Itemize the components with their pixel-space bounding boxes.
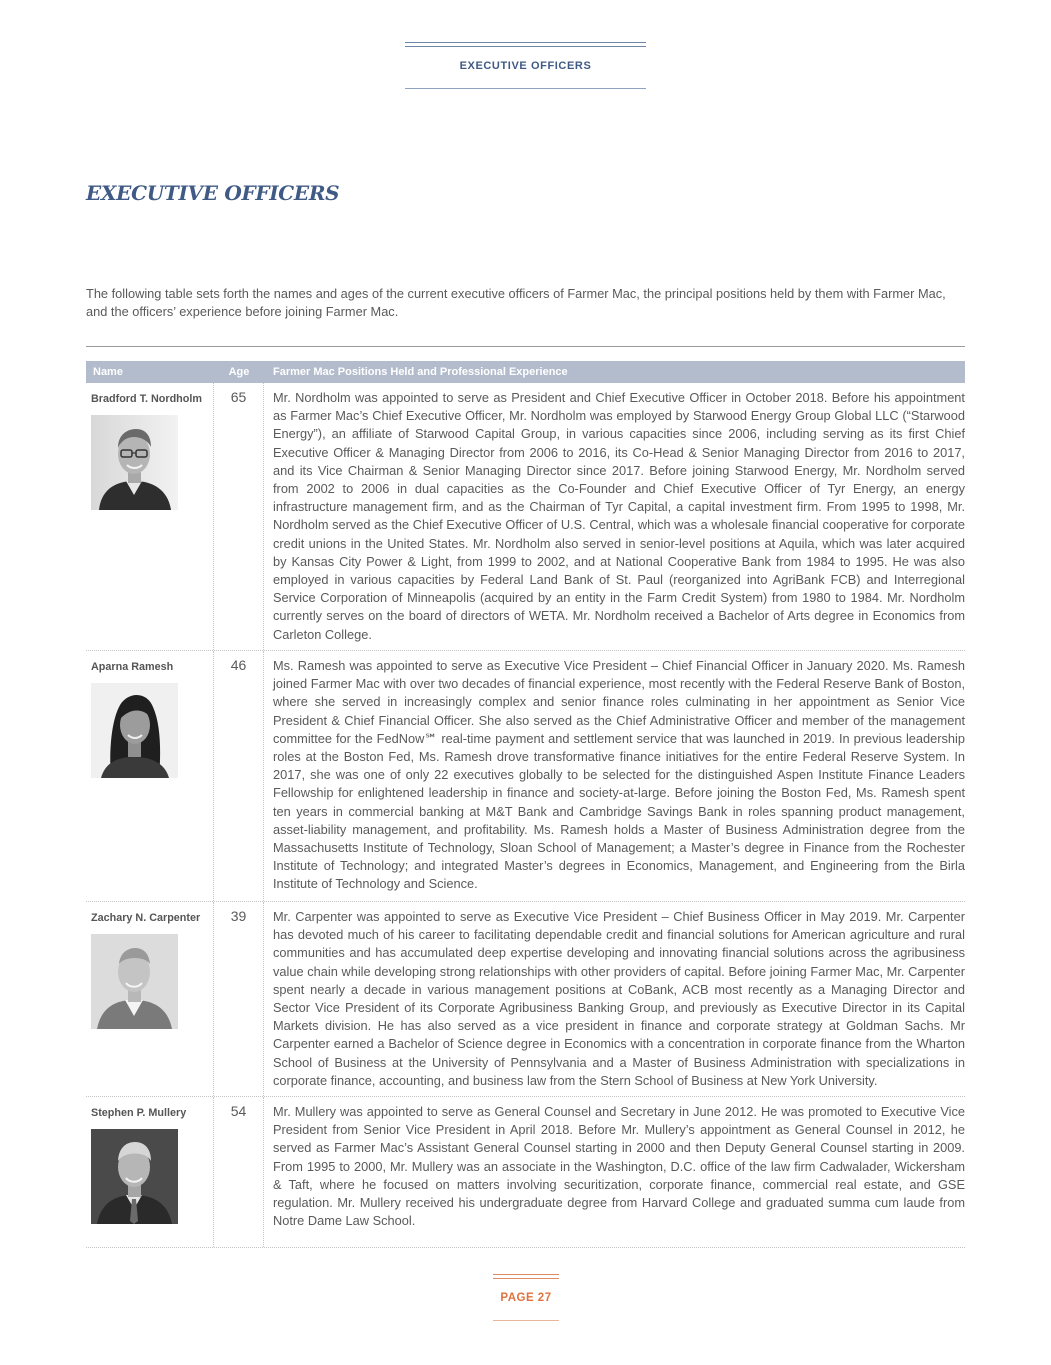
column-header-age: Age xyxy=(228,366,250,378)
officer-name: Zachary N. Carpenter xyxy=(91,912,201,924)
officer-bio: Ms. Ramesh was appointed to serve as Executive Vice President – Chief Financial Officer in January 2020. Ms. Ramesh joined Farmer Mac with over two decades of financial experience, most recently with the Federal Reserve Bank of Boston, where she served in increasingly complex and senior finance roles culminating in her appointment as Senior Vice President & Chief Financial Officer. She also served as the Chief Administrative Officer and member of the management committee for the FedNow℠ real-time payment and settlement service that was launched in 2019. In previous leadership roles at the Boston Fed, Ms. Ramesh drove transformative finance initiatives for the entire Federal Reserve System. In 2017, she was one of only 22 executives globally to be selected for the distinguished Aspen Institute Finance Leaders Fellowship for enlightened leadership in finance and society-at-large. Before joining the Boston Fed, Ms. Ramesh spent ten years in commercial banking at M&T Bank and Cambridge Savings Bank in roles spanning product management, asset-liability management, and profitability. Ms. Ramesh holds a Master of Business Administration degree from the Massachusetts Institute of Technology, Sloan School of Management; a Master’s degree in Finance from the Rochester Institute of Technology; and integrated Master’s degrees in Economics, Management, and Engineering from the Birla Institute of Technology and Science. xyxy=(273,658,965,892)
officer-age: 46 xyxy=(214,651,264,901)
officer-cell xyxy=(86,1097,214,1247)
section-title: EXECUTIVE OFFICERS xyxy=(86,181,340,205)
section-divider xyxy=(86,346,965,347)
footer-rule-top xyxy=(493,1274,559,1275)
table-row xyxy=(86,902,965,1097)
officer-photo xyxy=(91,934,178,1029)
table-header-row xyxy=(86,361,965,383)
table-row xyxy=(86,651,965,902)
officers-table xyxy=(86,361,965,1248)
officer-bio: Mr. Mullery was appointed to serve as General Counsel and Secretary in June 2012. He was promoted to Executive Vice President from Senior Vice President in April 2018. Before Mr. Mullery’s appointment as General Counsel in 2012, he served as Farmer Mac’s Assistant General Counsel starting in 2000 and then Deputy General Counsel starting in 2009. From 1995 to 2000, Mr. Mullery was an associate in the Washington, D.C. office of the law firm Cadwalader, Wickersham & Taft, where he focused on matters involving securitization, corporate finance, commercial real estate, and GSE regulation. Mr. Mullery received his undergraduate degree from Harvard College and graduated summa cum laude from Notre Dame Law School. xyxy=(273,1104,965,1229)
officer-bio: Mr. Nordholm was appointed to serve as President and Chief Executive Officer in October 2018. Before his appointment as Farmer Mac’s Chief Executive Officer, Mr. Nordholm was employed by Starwood Energy Group Global LLC (“Starwood Energy”), an affiliate of Starwood Capital Group, in various capacities since 2006, including serving as its first Chief Executive Officer & Managing Director from 2006 to 2016, its Co-Head & Senior Managing Director from 2016 to 2017, and its Vice Chairman & Senior Managing Director since 2017. Before joining Starwood Energy, Mr. Nordholm served from 2002 to 2006 in dual capacities as the Co-Founder and Chief Executive Officer of Tyr Energy, an energy infrastructure management firm, and as the Chairman of Tyr Capital, a capital investment firm. From 1995 to 1998, Mr. Nordholm served as the Chief Executive Officer of U.S. Central, which was a wholesale financial cooperative for corporate credit unions in the United States. Mr. Nordholm also served in senior-level positions at Aquila, which was later acquired by Kansas City Power & Light, from 1999 to 2002, and at National Cooperative Bank from 1984 to 1995. He was also employed in various capacities by Federal Land Bank of St. Paul (reorganized into AgriBank FCB) and Interregional Service Corporation of Minneapolis (acquired by an entity in the Farm Credit System) from 1980 to 1984. Mr. Nordholm currently serves on the board of directors of WETA. Mr. Nordholm received a Bachelor of Arts degree in Economics from Carleton College. xyxy=(273,390,965,642)
page-number: PAGE 27 xyxy=(500,1292,552,1304)
officer-name: Bradford T. Nordholm xyxy=(91,393,202,405)
officer-photo xyxy=(91,415,178,510)
page-footer xyxy=(493,1274,559,1322)
table-row xyxy=(86,383,965,651)
column-header-name: Name xyxy=(93,366,123,378)
running-header xyxy=(405,42,646,90)
officer-photo xyxy=(91,1129,178,1224)
header-rule-top-second xyxy=(405,46,646,47)
officer-cell xyxy=(86,651,214,901)
officer-photo xyxy=(91,683,178,778)
officer-age: 65 xyxy=(214,383,264,650)
running-header-label: EXECUTIVE OFFICERS xyxy=(459,60,592,72)
column-header-experience: Farmer Mac Positions Held and Professional Experience xyxy=(273,366,568,378)
officer-cell xyxy=(86,902,214,1096)
officer-age: 54 xyxy=(214,1097,264,1247)
footer-rule-bottom xyxy=(493,1320,559,1321)
officer-name: Aparna Ramesh xyxy=(91,661,174,673)
officer-cell xyxy=(86,383,214,650)
footer-rule-top-second xyxy=(493,1278,559,1279)
header-rule-bottom xyxy=(405,88,646,89)
officer-age: 39 xyxy=(214,902,264,1096)
officer-name: Stephen P. Mullery xyxy=(91,1107,187,1119)
table-row xyxy=(86,1097,965,1248)
intro-paragraph: The following table sets forth the names and ages of the current executive officers of Farmer Mac, the principal positions held by them with Farmer Mac, and the officers’ experience before joining Farmer Mac. xyxy=(86,286,946,319)
header-rule-top xyxy=(405,42,646,43)
officer-bio: Mr. Carpenter was appointed to serve as Executive Vice President – Chief Business Officer in May 2019. Mr. Carpenter has devoted much of his career to facilitating dependable credit and financial solutions for American agriculture and rural communities and has accumulated deep expertise developing and innovating financial solutions across the agribusiness value chain while developing strong relationships with other providers of capital. Before joining Farmer Mac, Mr. Carpenter spent nearly a decade in various management positions at CoBank, ACB most recently as a Managing Director and Sector Vice President of its Corporate Agribusiness Banking Group, and previously as Executive Director in its Capital Markets division. He has also served as a vice president in finance and corporate strategy at Goldman Sachs. Mr Carpenter earned a Bachelor of Science degree in Economics with a concentration in corporate finance from the Wharton School of Business at the University of Pennsylvania and a Master of Business Administration with specializations in corporate finance, accounting, and business law from the Stern School of Business at New York University. xyxy=(273,909,965,1088)
